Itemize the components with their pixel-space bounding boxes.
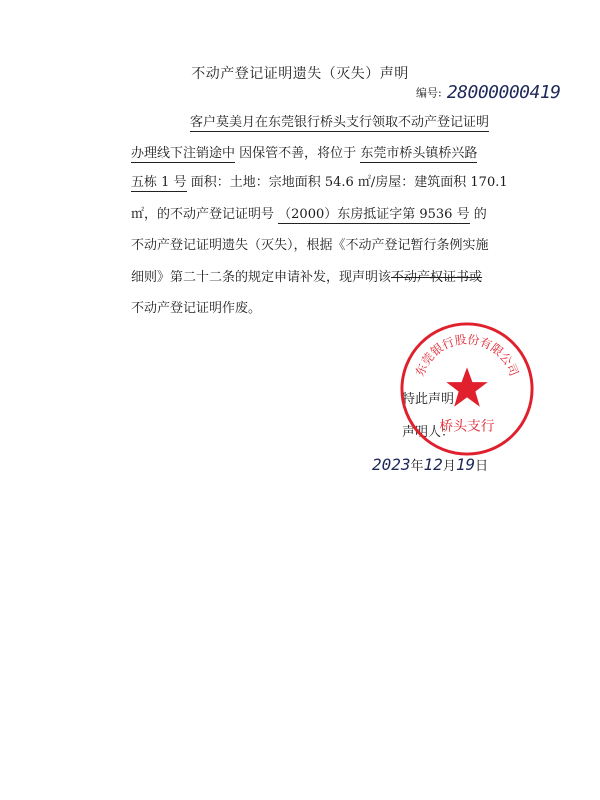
serial-label: 编号: bbox=[416, 86, 442, 100]
address-part-2: 五栋 1 号 bbox=[131, 175, 187, 190]
body-text-4a: ㎡，的不动产登记证明号 bbox=[131, 207, 275, 222]
body-text-7: 不动产登记证明作废。 bbox=[131, 301, 262, 316]
seal-star-icon bbox=[446, 367, 487, 406]
body-line-1 bbox=[190, 114, 489, 132]
address-part-1: 东莞市桥头镇桥兴路 bbox=[360, 146, 478, 161]
serial-value: 28000000419 bbox=[446, 82, 561, 103]
body-line-3 bbox=[131, 174, 508, 192]
document-title: 不动产登记证明遗失（灭失）声明 bbox=[191, 66, 409, 82]
struck-text: 不动产权证书或 bbox=[391, 270, 483, 285]
date-year: 2023 bbox=[372, 455, 411, 474]
seal-inner-text: 桥头支行 bbox=[439, 418, 495, 435]
declarant-label: 声明人： bbox=[402, 425, 455, 440]
handling-note: 办理线下注销途中 bbox=[131, 146, 236, 161]
date-year-unit: 年 bbox=[410, 459, 424, 474]
date-day: 19 bbox=[455, 455, 476, 474]
bank-seal bbox=[398, 320, 536, 458]
body-text-6: 细则》第二十二条的规定申请补发，现声明该 bbox=[131, 270, 392, 285]
date-day-unit: 日 bbox=[475, 459, 489, 474]
date-month: 12 bbox=[423, 455, 443, 474]
seal-outer-text: 东莞银行股份有限公司 bbox=[412, 332, 522, 379]
date-month-unit: 月 bbox=[442, 459, 456, 474]
body-text-4b: 的 bbox=[473, 207, 487, 222]
body-line-2 bbox=[131, 145, 477, 163]
declaration-text: 特此声明 bbox=[402, 392, 455, 407]
body-text-5: 不动产登记证明遗失（灭失），根据《不动产登记暂行条例实施 bbox=[131, 238, 489, 253]
body-line-4 bbox=[131, 206, 487, 224]
body-text-3: 面积：土地：宗地面积 54.6 ㎡/房屋：建筑面积 170.1 bbox=[190, 175, 508, 190]
body-text-1: 客户莫美月在东莞银行桥头支行领取不动产登记证明 bbox=[190, 115, 490, 130]
body-line-7 bbox=[131, 300, 261, 318]
certificate-number: （2000）东房抵证字第 9536 号 bbox=[278, 207, 470, 222]
serial-number bbox=[416, 82, 561, 103]
body-line-5 bbox=[131, 237, 489, 255]
body-line-6 bbox=[131, 269, 482, 287]
body-text-2: 因保管不善，将位于 bbox=[239, 146, 357, 161]
